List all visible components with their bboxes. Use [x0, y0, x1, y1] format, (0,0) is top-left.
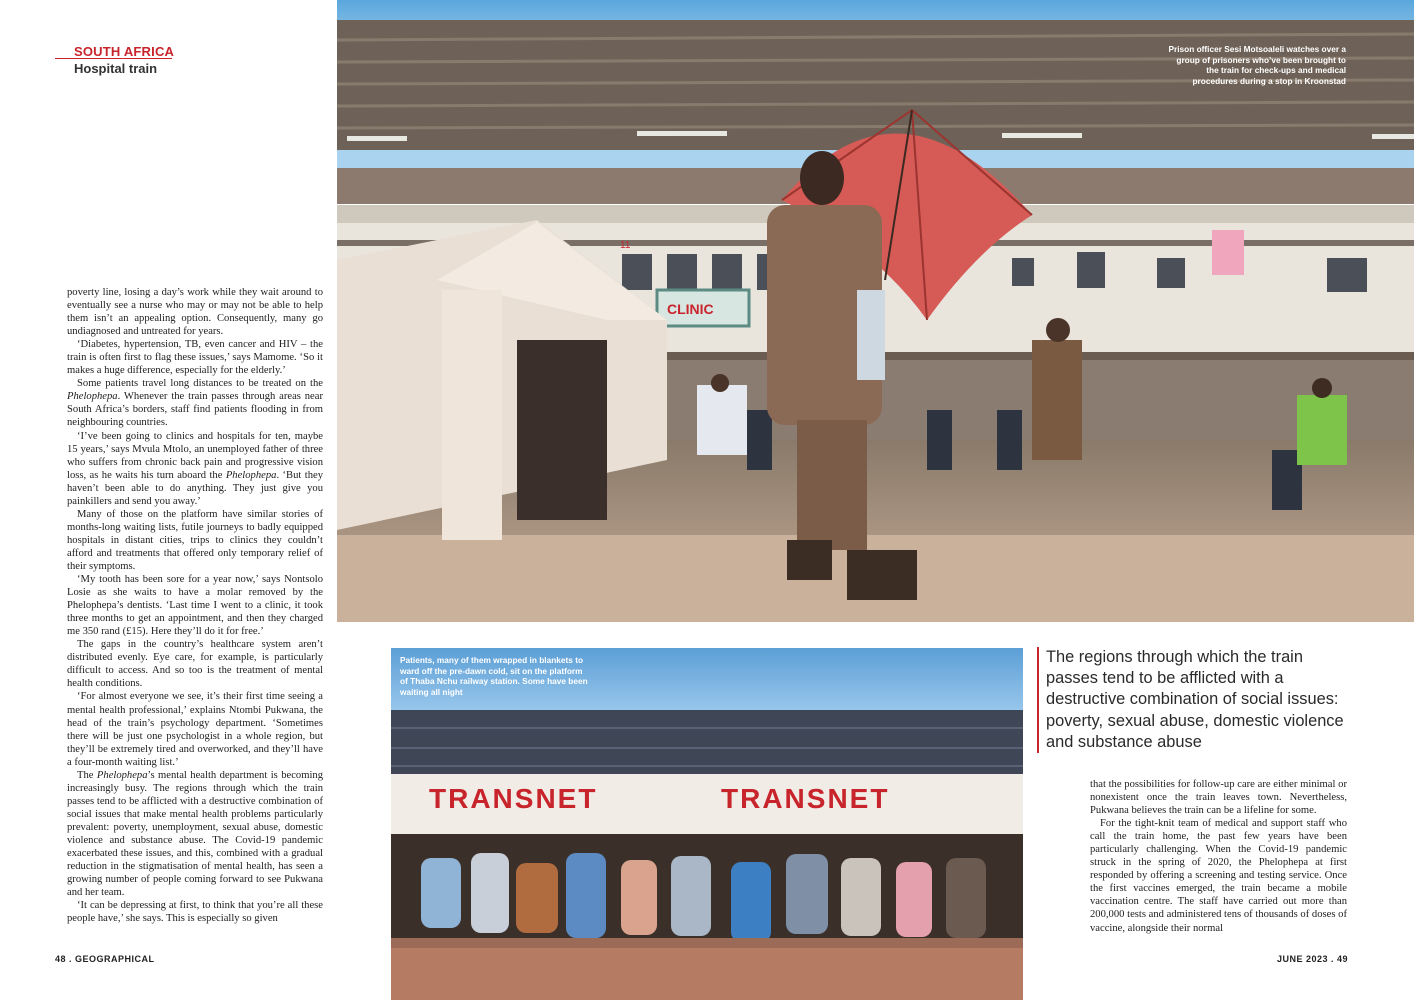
- paragraph: ‘For almost everyone we see, it’s their first time seeing a mental health professional,’ explains Ntombi Pukwana, the head of the train’s psychology department. ‘Sometimes there will be just one psychologist in a whole region, but they’ll be extremely tired and overworked, and they’ll have a four-month waiting list.’: [67, 691, 323, 768]
- bottom-photo-illustration: [391, 648, 1023, 1000]
- bottom-photo-caption: Patients, many of them wrapped in blankets to ward off the pre-dawn cold, sit on the platform of Thaba Nchu railway station. Some have been waiting all night: [400, 655, 588, 697]
- main-photo-illustration: [337, 0, 1414, 622]
- section-title: SOUTH AFRICA: [74, 44, 175, 59]
- left-body-column: [67, 286, 323, 925]
- ship-name: Phelophepa: [67, 391, 118, 403]
- paragraph: Some patients travel long distances to be treated on the Phelophepa. Whenever the train passes through areas near South Africa’s borders, staff find patients flooding in from neighbouring countries.: [67, 378, 323, 429]
- paragraph: poverty line, losing a day’s work while they wait around to eventually see a nurse who may or may not be able to help them isn’t an appealing option. Consequently, many go undiagnosed and untreated for years.: [67, 287, 323, 338]
- folio-left: 48 . GEOGRAPHICAL: [55, 954, 155, 964]
- ship-name: Phelophepa: [225, 469, 277, 481]
- paragraph: Many of those on the platform have similar stories of months-long waiting lists, futile journeys to badly equipped hospitals in distant cities, trips to clinics they couldn’t afford and treatments that offered only temporary relief of their symptoms.: [67, 508, 323, 572]
- top-photo-caption: Prison officer Sesi Motsoaleli watches over a group of prisoners who’ve been brought to the train for check-ups and medical procedures during a stop in Kroonstad: [1168, 44, 1346, 86]
- section-header: [74, 44, 174, 76]
- pull-quote: The regions through which the train passes tend to be afflicted with a destructive combination of social issues: poverty, sexual abuse, domestic violence and substance abuse: [1037, 647, 1358, 753]
- section-subtitle: Hospital train: [74, 61, 158, 76]
- paragraph: The Phelophepa’s mental health department is becoming increasingly busy. The regions through which the train passes tend to be afflicted with a destructive combination of social issues that make mental health problems particularly prevalent: poverty, unemployment, sexual abuse, domestic violence and substance abuse. The Covid-19 pandemic exacerbated these issues, and this, combined with a gradual reduction in the stigmatisation of mental health, has seen a growing number of people coming forward to see Pukwana and her team.: [67, 769, 324, 899]
- paragraph: ‘Diabetes, hypertension, TB, even cancer and HIV – the train is often first to flag these issues,’ says Mamome. ‘So it makes a huge difference, especially for the elderly.’: [67, 339, 323, 377]
- bottom-photo: [391, 648, 1023, 1000]
- ship-name: Phelophepa: [96, 769, 148, 781]
- paragraph: ‘My tooth has been sore for a year now,’ says Nontsolo Losie as she waits to have a molar removed by the Phelophepa’s dentists. ‘Last time I went to a clinic, it took three months to get an appointment, and then they charged me 350 rand (£15). Here they’ll do it for free.’: [67, 574, 323, 638]
- folio-right: JUNE 2023 . 49: [1276, 954, 1348, 964]
- car-number: 11: [620, 240, 631, 251]
- right-body-column: [1090, 778, 1347, 935]
- banner-text-right: TRANSNET: [721, 783, 890, 814]
- paragraph: The gaps in the country’s healthcare system aren’t distributed evenly. Eye care, for example, is particularly difficult to access. And so too is the treatment of mental health conditions.: [67, 639, 323, 690]
- paragraph: For the tight-knit team of medical and support staff who call the train home, the past few years have been particularly challenging. When the Covid-19 pandemic struck in the spring of 2020, the Phelophepa at first responded by offering a screening and testing service. Once the first vaccines emerged, the train became a mobile vaccination centre. The staff have carried out more than 200,000 tests and administered tens of thousands of doses of vaccine, alongside their normal: [1090, 818, 1347, 934]
- paragraph: ‘It can be depressing at first, to think that you’re all these people have,’ she says. This is especially so given: [67, 900, 323, 925]
- main-photo: [337, 0, 1414, 622]
- banner-text-left: TRANSNET: [429, 783, 598, 814]
- paragraph: that the possibilities for follow-up care are either minimal or nonexistent once the train leaves town. Nevertheless, Pukwana believes the train can be a lifeline for some.: [1090, 779, 1347, 817]
- paragraph: ‘I’ve been going to clinics and hospitals for ten, maybe 15 years,’ says Mvula Mtolo, an unemployed father of three who suffers from chronic back pain and progressive vision loss, as he waits his turn aboard the Phelophepa. ‘But they haven’t been able to do anything. They just give you painkillers and send you away.’: [67, 430, 323, 507]
- clinic-sign: CLINIC: [667, 301, 714, 317]
